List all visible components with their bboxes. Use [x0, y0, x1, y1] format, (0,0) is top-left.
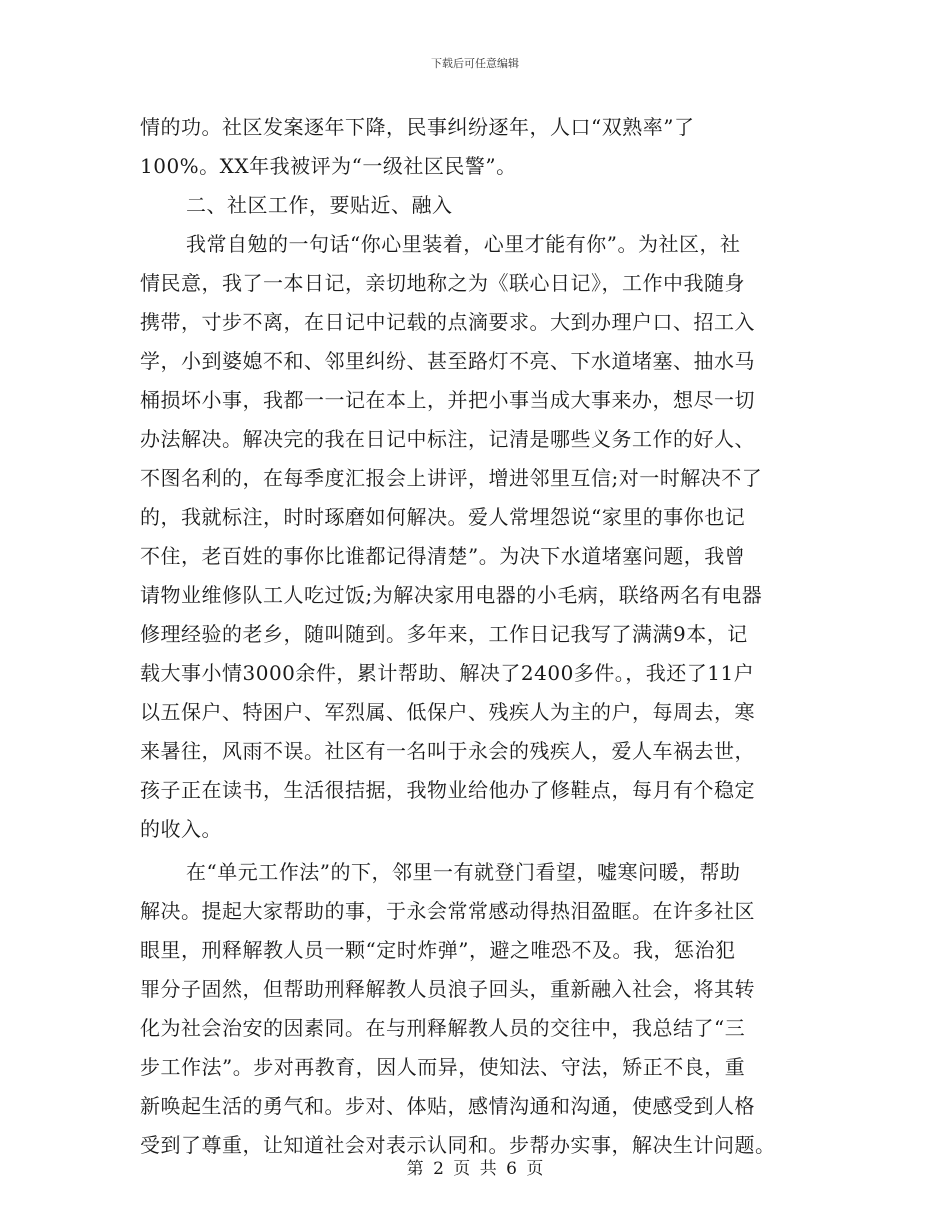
text-line: 情民意，我了一本日记，亲切地称之为《联心日记》，工作中我随身	[140, 271, 745, 295]
text-line: 化为社会治安的因素同。在与刑释解教人员的交往中，我总结了“三	[140, 1016, 746, 1040]
text-line: 受到了尊重，让知道社会对表示认同和。步帮办实事，解决生计问题。	[140, 1133, 776, 1157]
text-line: 不住，老百姓的事你比谁都记得清楚”。为决下水道堵塞问题，我曾	[140, 544, 746, 568]
text-line: 新唤起生活的勇气和。步对、体贴，感情沟通和沟通，使感受到人格	[140, 1094, 755, 1118]
text-line: 的，我就标注，时时琢磨如何解决。爱人常埋怨说“家里的事你也记	[140, 505, 746, 529]
text-line: 不图名利的，在每季度汇报会上讲评，增进邻里互信;对一时解决不了	[140, 466, 763, 490]
text-line: 100%。XX年我被评为“一级社区民警”。	[140, 154, 517, 178]
text-line: 修理经验的老乡，随叫随到。多年来，工作日记我写了满满9本，记	[140, 622, 748, 646]
text-line: 学，小到婆媳不和、邻里纠纷、甚至路灯不亮、下水道堵塞、抽水马	[140, 349, 755, 373]
paragraph-first-line: 我常自勉的一句话“你心里装着，心里才能有你”。为社区，社	[186, 232, 741, 256]
text-line: 孩子正在读书，生活很拮据，我物业给他办了修鞋点，每月有个稳定	[140, 778, 755, 802]
text-line: 桶损坏小事，我都一一记在本上，并把小事当成大事来办，想尽一切	[140, 388, 755, 412]
document-body	[140, 108, 820, 1165]
text-line: 解决。提起大家帮助的事，于永会常常感动得热泪盈眶。在许多社区	[140, 899, 755, 923]
text-line: 以五保户、特困户、军烈属、低保户、残疾人为主的户，每周去，寒	[140, 700, 755, 724]
text-line: 罪分子固然，但帮助刑释解教人员浪子回头，重新融入社会，将其转	[140, 977, 755, 1001]
text-line: 情的功。社区发案逐年下降，民事纠纷逐年，人口“双熟率”了	[140, 115, 695, 139]
text-line: 步工作法”。步对再教育，因人而异，使知法、守法，矫正不良，重	[140, 1055, 746, 1079]
text-line: 载大事小情3000余件，累计帮助、解决了2400多件。，我还了11户	[140, 661, 755, 685]
text-line: 眼里，刑释解教人员一颗“定时炸弹”，避之唯恐不及。我，惩治犯	[140, 938, 736, 962]
page-header-note: 下载后可任意编辑	[431, 57, 519, 70]
paragraph-first-line: 在“单元工作法”的下，邻里一有就登门看望，嘘寒问暖，帮助	[186, 860, 741, 884]
text-line: 办法解决。解决完的我在日记中标注，记清是哪些义务工作的好人、	[140, 427, 755, 451]
text-line: 携带，寸步不离，在日记中记载的点滴要求。大到办理户口、招工入	[140, 310, 755, 334]
text-line: 请物业维修队工人吃过饭;为解决家用电器的小毛病，联络两名有电器	[140, 583, 763, 607]
text-line: 来暑往，风雨不误。社区有一名叫于永会的残疾人，爱人车祸去世，	[140, 739, 755, 763]
section-heading: 二、社区工作，要贴近、融入	[186, 193, 453, 217]
page-number-footer: 第 2 页 共 6 页	[406, 1159, 544, 1179]
text-line: 的收入。	[140, 817, 222, 841]
